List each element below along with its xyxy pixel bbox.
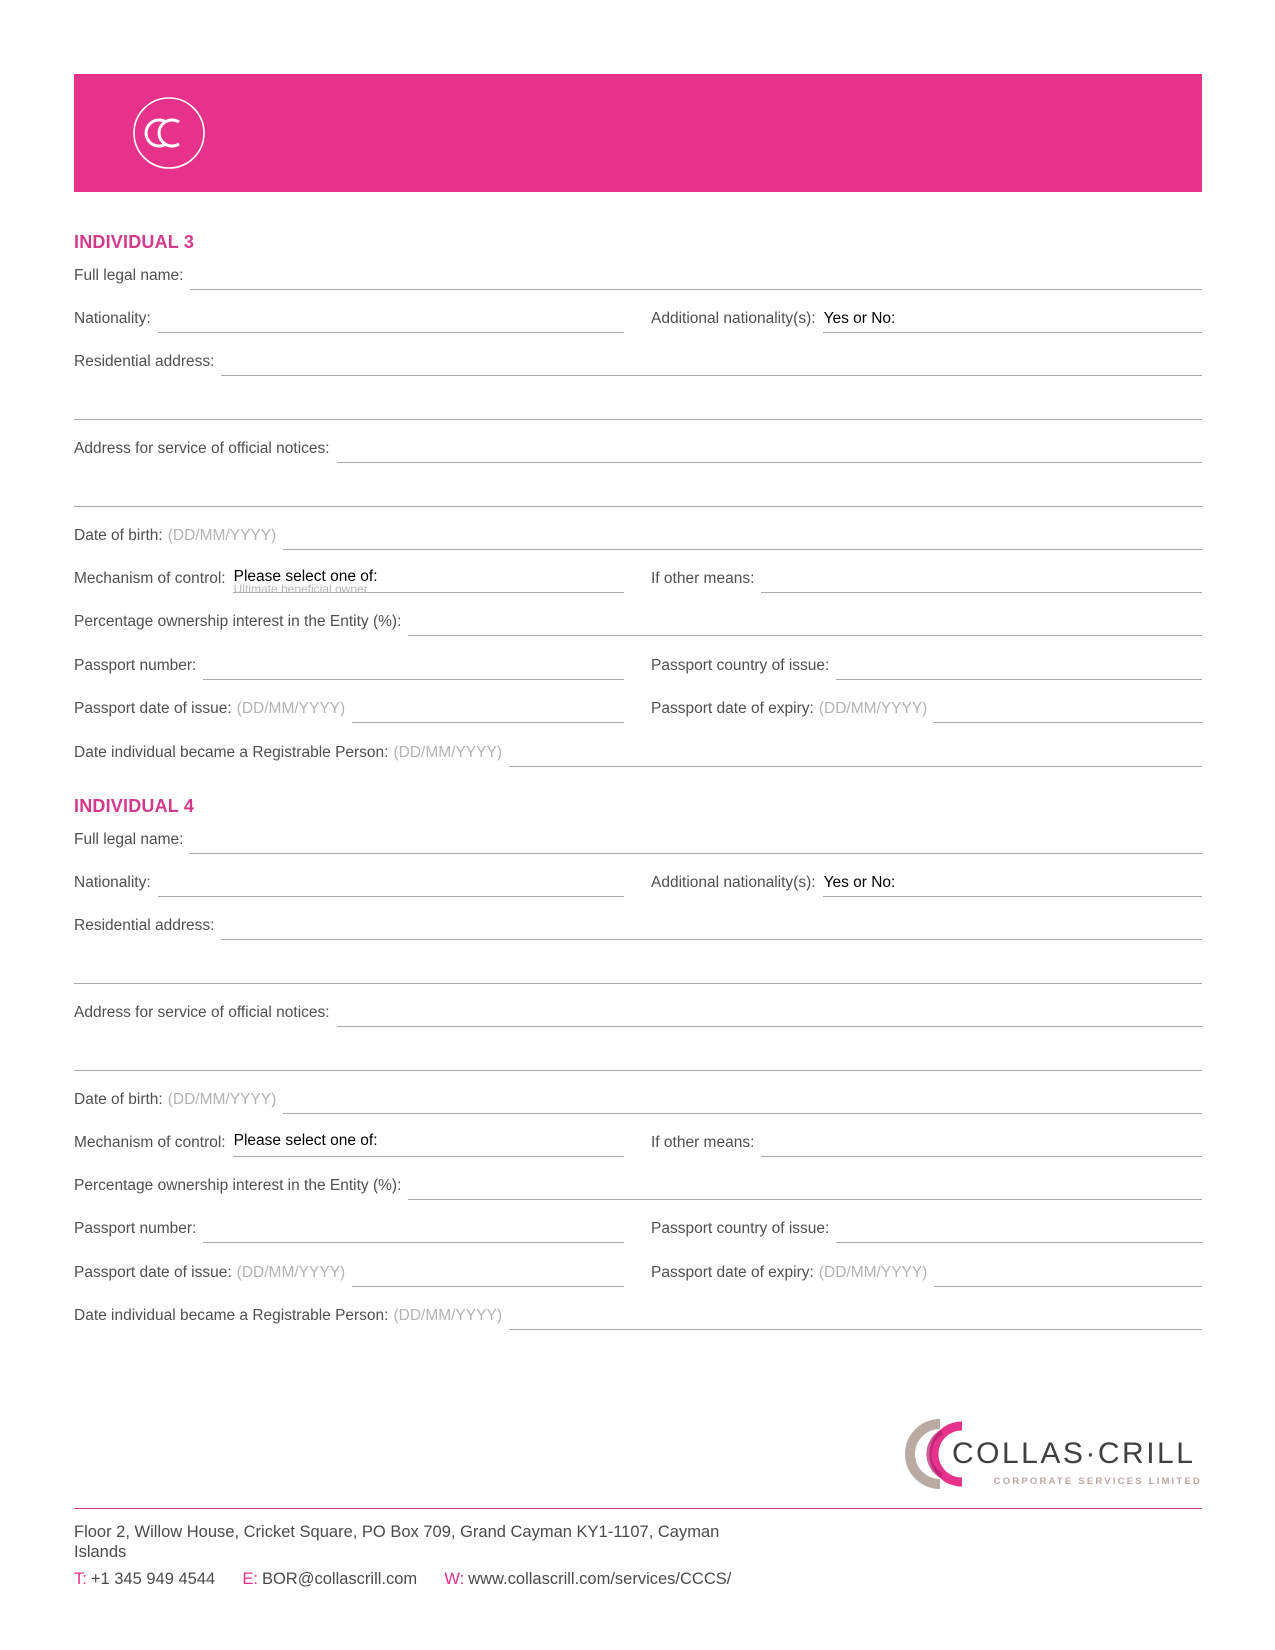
- residential-address-line-2[interactable]: [74, 419, 1202, 420]
- additional-nationality-value: Yes or No:: [823, 874, 896, 891]
- passport-expiry-date-input[interactable]: [934, 697, 1202, 723]
- nationality-field: [74, 871, 624, 897]
- date-format-hint: (DD/MM/YYYY): [167, 1091, 277, 1108]
- residential-address-label: Residential address:: [74, 353, 215, 370]
- full-legal-name-label: Full legal name:: [74, 831, 184, 848]
- nationality-input[interactable]: [158, 871, 624, 897]
- date-format-hint: (DD/MM/YYYY): [393, 744, 502, 761]
- residential-address-line-2[interactable]: [74, 983, 1202, 984]
- passport-issue-date-input[interactable]: [352, 697, 624, 723]
- registrable-person-date-input[interactable]: [509, 741, 1202, 767]
- mechanism-of-control-field: [74, 567, 624, 596]
- passport-number-input[interactable]: [203, 654, 624, 680]
- footer-divider: [74, 1508, 1202, 1509]
- registrable-person-date-label: Date individual became a Registrable Person:: [74, 744, 389, 761]
- mechanism-of-control-select[interactable]: [233, 567, 624, 596]
- passport-issue-date-field: [74, 1261, 624, 1287]
- full-legal-name-field: [74, 828, 1202, 854]
- additional-nationality-select[interactable]: [823, 871, 1202, 897]
- service-address-label: Address for service of official notices:: [74, 1004, 330, 1021]
- mechanism-clipped-option: Ultimate beneficial owner: [233, 582, 368, 596]
- nationality-label: Nationality:: [74, 874, 151, 891]
- date-of-birth-label: Date of birth:: [74, 1091, 163, 1108]
- additional-nationality-field: [651, 307, 1202, 333]
- service-address-input[interactable]: [337, 1001, 1202, 1027]
- nationality-input[interactable]: [158, 307, 624, 333]
- passport-issue-date-input[interactable]: [352, 1261, 624, 1287]
- date-of-birth-input[interactable]: [283, 524, 1202, 550]
- passport-expiry-date-label: Passport date of expiry:: [651, 1264, 814, 1281]
- passport-expiry-date-field: [651, 697, 1202, 723]
- mechanism-of-control-label: Mechanism of control:: [74, 570, 226, 587]
- additional-nationality-value: Yes or No:: [823, 310, 896, 327]
- website-key: W:: [444, 1570, 465, 1588]
- passport-country-input[interactable]: [836, 654, 1202, 680]
- passport-country-field: [651, 654, 1202, 680]
- date-of-birth-input[interactable]: [283, 1088, 1202, 1114]
- full-legal-name-input[interactable]: [190, 264, 1202, 290]
- passport-issue-date-field: [74, 697, 624, 723]
- percentage-ownership-label: Percentage ownership interest in the Entity (%):: [74, 613, 402, 630]
- additional-nationality-label: Additional nationality(s):: [651, 874, 816, 891]
- passport-expiry-date-label: Passport date of expiry:: [651, 700, 814, 717]
- passport-country-label: Passport country of issue:: [651, 657, 830, 674]
- other-means-input[interactable]: [761, 567, 1202, 593]
- other-means-label: If other means:: [651, 570, 755, 587]
- phone-number: +1 345 949 4544: [90, 1570, 216, 1588]
- full-legal-name-label: Full legal name:: [74, 267, 184, 284]
- date-format-hint: (DD/MM/YYYY): [818, 700, 928, 717]
- date-of-birth-field: [74, 1088, 1202, 1114]
- date-format-hint: (DD/MM/YYYY): [236, 1264, 346, 1281]
- mechanism-of-control-label: Mechanism of control:: [74, 1134, 226, 1151]
- service-address-line-2[interactable]: [74, 506, 1202, 507]
- passport-country-label: Passport country of issue:: [651, 1220, 830, 1237]
- residential-address-input[interactable]: [221, 914, 1202, 940]
- passport-number-label: Passport number:: [74, 657, 197, 674]
- passport-number-label: Passport number:: [74, 1220, 197, 1237]
- percentage-ownership-input[interactable]: [408, 1174, 1202, 1200]
- other-means-field: [651, 567, 1202, 593]
- service-address-label: Address for service of official notices:: [74, 440, 330, 457]
- service-address-field: [74, 437, 1202, 463]
- mechanism-of-control-value: Please select one of:: [233, 1132, 378, 1149]
- service-address-input[interactable]: [337, 437, 1202, 463]
- passport-number-field: [74, 1217, 624, 1243]
- section-title-individual-3: INDIVIDUAL 3: [74, 232, 195, 252]
- date-format-hint: (DD/MM/YYYY): [393, 1307, 502, 1324]
- email-link[interactable]: BOR@collascrill.com: [261, 1570, 418, 1588]
- full-legal-name-input[interactable]: [190, 828, 1202, 854]
- percentage-ownership-input[interactable]: [408, 610, 1202, 636]
- passport-expiry-date-input[interactable]: [934, 1261, 1202, 1287]
- service-address-line-2[interactable]: [74, 1070, 1202, 1071]
- date-format-hint: (DD/MM/YYYY): [818, 1264, 928, 1281]
- date-format-hint: (DD/MM/YYYY): [167, 527, 277, 544]
- date-of-birth-label: Date of birth:: [74, 527, 163, 544]
- passport-number-input[interactable]: [203, 1217, 624, 1243]
- percentage-ownership-field: [74, 610, 1202, 636]
- percentage-ownership-field: [74, 1174, 1202, 1200]
- email-key: E:: [242, 1570, 258, 1588]
- nationality-field: [74, 307, 624, 333]
- phone-key: T:: [74, 1570, 87, 1588]
- full-legal-name-field: [74, 264, 1202, 290]
- registrable-person-date-field: [74, 741, 1202, 767]
- brand-subtitle: CORPORATE SERVICES LIMITED: [993, 1476, 1202, 1487]
- date-format-hint: (DD/MM/YYYY): [236, 700, 346, 717]
- other-means-field: [651, 1131, 1202, 1157]
- residential-address-field: [74, 914, 1202, 940]
- passport-expiry-date-field: [651, 1261, 1202, 1287]
- passport-country-input[interactable]: [836, 1217, 1202, 1243]
- passport-issue-date-label: Passport date of issue:: [74, 700, 232, 717]
- footer-contact: [74, 1570, 731, 1589]
- mechanism-of-control-select[interactable]: [233, 1131, 624, 1157]
- registrable-person-date-label: Date individual became a Registrable Person:: [74, 1307, 389, 1324]
- residential-address-label: Residential address:: [74, 917, 215, 934]
- section-title-individual-4: INDIVIDUAL 4: [74, 796, 195, 816]
- passport-number-field: [74, 654, 624, 680]
- registrable-person-date-input[interactable]: [509, 1304, 1202, 1330]
- other-means-label: If other means:: [651, 1134, 755, 1151]
- cc-monogram-icon: [132, 96, 206, 170]
- additional-nationality-label: Additional nationality(s):: [651, 310, 816, 327]
- additional-nationality-select[interactable]: [823, 307, 1202, 333]
- mechanism-of-control-field: [74, 1131, 624, 1157]
- residential-address-field: [74, 350, 1202, 376]
- nationality-label: Nationality:: [74, 310, 151, 327]
- footer-address: Floor 2, Willow House, Cricket Square, PO Box 709, Grand Cayman KY1-1107, Cayman Islands: [74, 1523, 720, 1561]
- date-of-birth-field: [74, 524, 1202, 550]
- passport-country-field: [651, 1217, 1202, 1243]
- percentage-ownership-label: Percentage ownership interest in the Entity (%):: [74, 1177, 402, 1194]
- brand-name: COLLAS·CRILL: [952, 1437, 1196, 1470]
- registrable-person-date-field: [74, 1304, 1202, 1330]
- residential-address-input[interactable]: [221, 350, 1202, 376]
- website-link[interactable]: www.collascrill.com/services/CCCS/: [468, 1570, 732, 1588]
- header-band: [74, 74, 1202, 192]
- service-address-field: [74, 1001, 1202, 1027]
- additional-nationality-field: [651, 871, 1202, 897]
- other-means-input[interactable]: [761, 1131, 1202, 1157]
- passport-issue-date-label: Passport date of issue:: [74, 1264, 232, 1281]
- mechanism-of-control-value: Please select one of:: [233, 568, 378, 585]
